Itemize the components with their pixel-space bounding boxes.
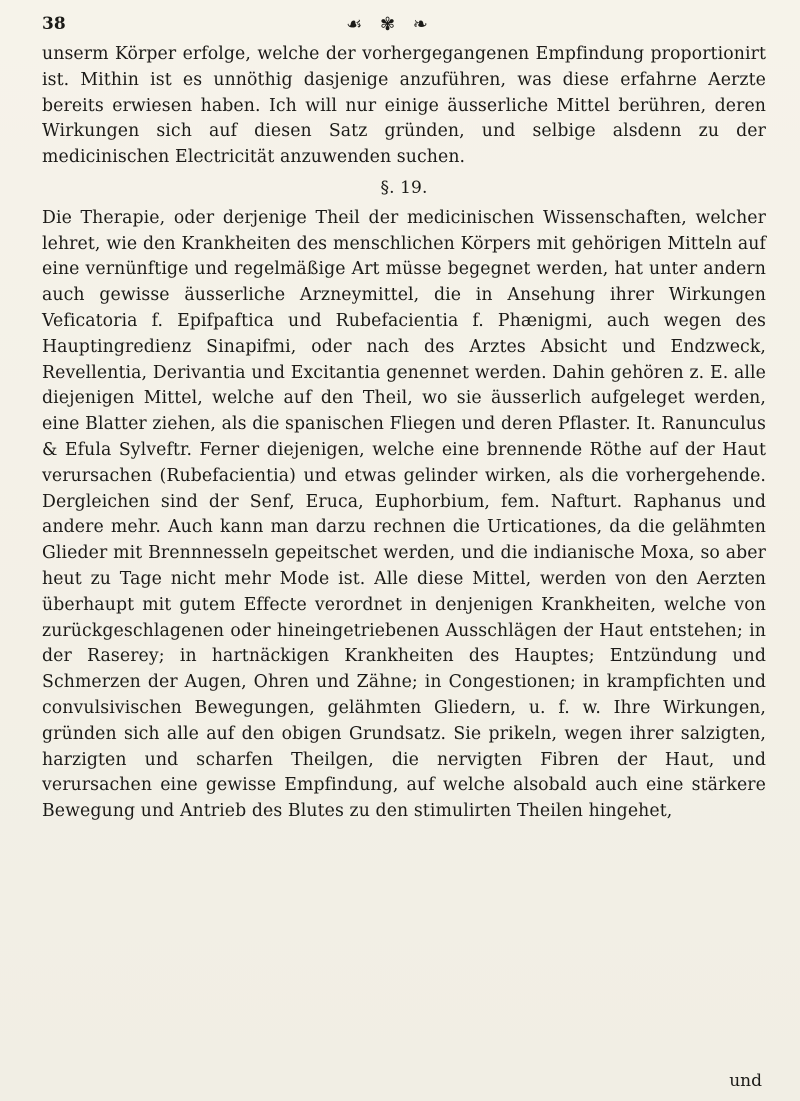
header-ornament: ☙ ✾ ❧ <box>346 14 434 35</box>
section-marker: §. 19. <box>380 177 428 198</box>
catchword: und <box>729 1071 762 1091</box>
page-number: 38 <box>42 14 66 34</box>
main-text <box>42 42 766 825</box>
paragraph-intro: unserm Körper erfolge, welche der vorhergegangenen Empfindung proportionirt ist. Mithin ist es unnöthig dasjenige anzuführen, was diese erfahrne Aerzte bereits erwiesen haben. Ich will nur einige äusserliche Mittel berühren, deren Wirkungen sich auf diesen Satz gründen, und selbige alsdenn zu der medicinischen Electricität anzuwenden suchen. <box>42 44 766 168</box>
paragraph-therapy: Die Therapie, oder derjenige Theil der medicinischen Wissenschaften, welcher lehret, wie den Krankheiten des menschlichen Körpers mit gehörigen Mitteln auf eine vernünftige und regelmäßige Art müsse begegnet werden, hat unter andern auch gewisse äusserliche Arzneymittel, die in Ansehung ihrer Wirkungen Veficatoria f. Epifpaftica und Rubefacientia f. Phænigmi, auch wegen des Hauptingredienz Sinapifmi, oder nach des Arztes Absicht und Endzweck, Revellentia, Derivantia und Excitantia genennet werden. Dahin gehören z. E. alle diejenigen Mittel, welche auf den Theil, wo sie äusserlich aufgeleget werden, eine Blatter ziehen, als die spanischen Fliegen und deren Pflaster. It. Ranunculus & Efula Sylveftr. Ferner diejenigen, welche eine brennende Röthe auf der Haut verursachen (Rubefacientia) und etwas gelinder wirken, als die vorhergehende. Dergleichen sind der Senf, Eruca, Euphorbium, fem. Nafturt. Raphanus und andere mehr. Auch kann man darzu rechnen die Urticationes, da die gelähmten Glieder mit Brennnesseln gepeitschet werden, und die indianische Moxa, so aber heut zu Tage nicht mehr Mode ist. Alle diese Mittel, werden von den Aerzten überhaupt mit gutem Effecte verordnet in denjenigen Krankheiten, welche von zurückgeschlagenen oder hineingetriebenen Ausschlägen der Haut entstehen; in der Raserey; in hartnäckigen Krankheiten des Hauptes; Entzündung und Schmerzen der Augen, Ohren und Zähne; in Congestionen; in krampfichten und convulsivischen Bewegungen, gelähmten Gliedern, u. f. w. Ihre Wirkungen, gründen sich alle auf den obigen Grundsatz. Sie prikeln, wegen ihrer salzigten, harzigten und scharfen Theilgen, die nervigten Fibren der Haut, und verursachen eine gewisse Empfindung, auf welche alsobald auch eine stärkere Bewegung und Antrieb des Blutes zu den stimulirten Theilen hingehet, <box>42 207 766 822</box>
page-header <box>42 14 762 34</box>
